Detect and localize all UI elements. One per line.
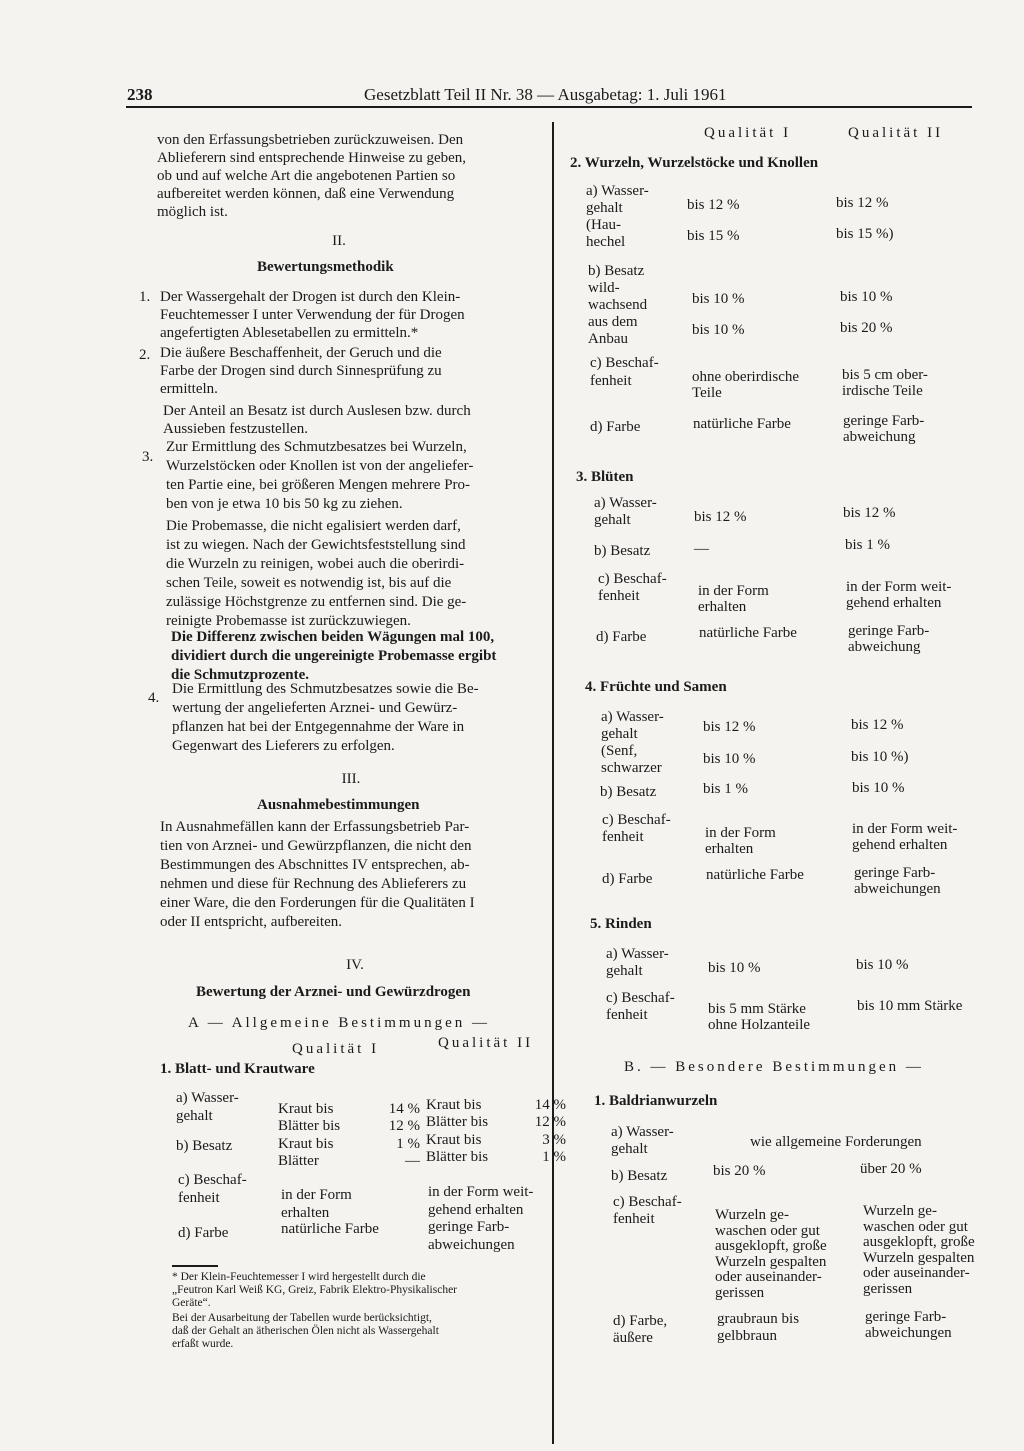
q2-value-label: Blätter bis <box>426 1149 489 1165</box>
group-title: 3. Blüten <box>576 469 634 485</box>
q1-value: bis 20 % <box>713 1163 766 1179</box>
quality-2-header: Qualität II <box>848 125 944 141</box>
item-line: Die Differenz zwischen beiden Wägungen mal 100, <box>171 629 495 645</box>
q2-value: bis 10 % <box>856 957 909 973</box>
q2-text: in der Form weit- <box>846 579 952 595</box>
item-line: ten Partie eine, bei größeren Mengen mehrere Pro- <box>166 477 471 493</box>
running-title: Gesetzblatt Teil II Nr. 38 — Ausgabetag: 1. Juli 1961 <box>364 85 727 104</box>
row-label: gehalt <box>611 1141 648 1157</box>
row-label: aus dem <box>588 314 638 330</box>
q2-text: geringe Farb- <box>428 1219 510 1235</box>
section-title: Bewertung der Arznei- und Gewürzdrogen <box>196 984 471 1000</box>
item-number: 1. <box>139 289 151 305</box>
footnote-line: „Feutron Karl Weiß KG, Greiz, Fabrik Elektro-Physikalischer <box>172 1284 458 1296</box>
q1-value: bis 10 % <box>692 291 745 307</box>
section-text-line: oder II entspricht, aufbereiten. <box>160 914 342 930</box>
row-label: c) Beschaf- <box>590 355 659 371</box>
row-label: fenheit <box>602 829 644 845</box>
row-label: fenheit <box>606 1007 648 1023</box>
row-label: hechel <box>586 234 626 250</box>
row-label: d) Farbe <box>178 1225 229 1241</box>
item-line: Der Anteil an Besatz ist durch Auslesen bzw. durch <box>163 403 471 419</box>
q2-text: gehend erhalten <box>428 1202 524 1218</box>
q1-text: natürliche Farbe <box>693 416 791 432</box>
section-title: Bewertungsmethodik <box>257 259 394 275</box>
q2-text: abweichungen <box>428 1237 515 1253</box>
item-line: Gegenwart des Lieferers zu erfolgen. <box>172 738 395 754</box>
q1-text: natürliche Farbe <box>281 1221 379 1237</box>
q2-value: bis 10 % <box>840 289 893 305</box>
q1-value-value: 12 % <box>388 1118 420 1134</box>
row-label: c) Beschaf- <box>613 1194 682 1210</box>
q1-value: bis 12 % <box>687 197 740 213</box>
row-label: a) Wasser- <box>611 1124 674 1140</box>
section-number: III. <box>341 771 361 787</box>
q1-text: gelbbraun <box>717 1328 777 1344</box>
q1-value-value: 14 % <box>388 1101 420 1117</box>
q1-value: bis 10 % <box>708 960 761 976</box>
section-text-line: tien von Arznei- und Gewürzpflanzen, die nicht den <box>160 838 472 854</box>
q2-value-value: 12 % <box>534 1114 566 1130</box>
section-text-line: nehmen und diese für Rechnung des Ablieferers zu <box>160 876 467 892</box>
q1-text: erhalten <box>281 1205 330 1221</box>
item-line: Wurzelstöcken oder Knollen ist von der angeliefer- <box>166 458 474 474</box>
item-line: pflanzen hat bei der Entgegennahme der Ware in <box>172 719 465 735</box>
row-label: gehalt <box>594 512 631 528</box>
q2-text: bis 5 cm ober- <box>842 367 928 383</box>
item-line: die Wurzeln zu reinigen, wobei auch die oberirdi- <box>166 556 465 572</box>
item-line: ermitteln. <box>160 381 218 397</box>
section-text-line: In Ausnahmefällen kann der Erfassungsbetrieb Par- <box>160 819 470 835</box>
row-label: a) Wasser- <box>176 1090 239 1106</box>
row-label: b) Besatz <box>594 543 651 559</box>
q2-text: gerissen <box>863 1280 913 1297</box>
q1-text: graubraun bis <box>717 1311 800 1327</box>
q2-value: bis 12 % <box>836 195 889 211</box>
q2-value: bis 12 % <box>851 717 904 733</box>
row-label: Anbau <box>588 331 628 347</box>
column-divider <box>552 122 554 1444</box>
item-line: angefertigten Ablesetabellen zu ermitteln.* <box>160 325 419 341</box>
row-label: d) Farbe <box>602 871 653 887</box>
q1-text: oder auseinander- <box>715 1269 822 1285</box>
item-line: Aussieben festzustellen. <box>163 421 308 437</box>
q1-value-label: Blätter bis <box>278 1118 341 1134</box>
q2-text: oder auseinander- <box>863 1265 970 1281</box>
item-line: Die äußere Beschaffenheit, der Geruch und die <box>160 345 442 361</box>
item-line: wertung der angelieferten Arznei- und Gewürz- <box>172 700 458 716</box>
row-label: gehalt <box>601 726 638 742</box>
q1-value-label: Kraut bis <box>278 1101 334 1117</box>
row-label: c) Beschaf- <box>178 1172 247 1188</box>
both-qualities-text: wie allgemeine Forderungen <box>750 1134 922 1150</box>
group-title: 1. Baldrianwurzeln <box>594 1093 718 1109</box>
q1-value: bis 12 % <box>703 719 756 735</box>
q2-text: abweichung <box>843 429 916 445</box>
section-number: IV. <box>346 957 364 973</box>
q1-text: erhalten <box>705 841 754 857</box>
intro-line: ob und auf welche Art die angebotenen Partien so <box>157 168 456 184</box>
q2-text: waschen oder gut <box>863 1218 968 1235</box>
q2-text: bis 10 mm Stärke <box>857 998 963 1014</box>
intro-line: aufbereitet werden können, daß eine Verwendung <box>157 186 455 202</box>
q1-text: Wurzeln gespalten <box>715 1253 827 1270</box>
item-line: Die Ermittlung des Schmutzbesatzes sowie die Be- <box>172 681 479 697</box>
q2-text: geringe Farb- <box>854 865 936 881</box>
row-label: a) Wasser- <box>594 495 657 511</box>
row-label: c) Beschaf- <box>606 990 675 1006</box>
group-title: 2. Wurzeln, Wurzelstöcke und Knollen <box>570 155 819 171</box>
q2-text: Wurzeln ge- <box>863 1203 937 1219</box>
row-label: b) Besatz <box>588 263 645 279</box>
quality-1-header: Qualität I <box>292 1041 380 1057</box>
q1-value: — <box>694 541 709 557</box>
q1-text: ausgeklopft, große <box>715 1238 827 1254</box>
q2-value: bis 12 % <box>843 505 896 521</box>
row-label: gehalt <box>176 1108 213 1124</box>
q1-value-value: 1 % <box>396 1136 420 1152</box>
q1-text: in der Form <box>705 825 776 841</box>
row-label: a) Wasser- <box>606 946 669 962</box>
q2-text: irdische Teile <box>842 383 923 399</box>
row-label: gehalt <box>606 963 643 979</box>
row-label: d) Farbe <box>596 629 647 645</box>
intro-line: Ablieferern sind entsprechende Hinweise zu geben, <box>157 150 467 166</box>
q1-text: natürliche Farbe <box>706 867 804 883</box>
q1-text: in der Form <box>281 1187 352 1203</box>
item-number: 4. <box>148 690 160 706</box>
q2-text: abweichungen <box>865 1325 952 1341</box>
q2-text: gehend erhalten <box>852 837 948 853</box>
item-line: schen Teile, soweit es notwendig ist, bis auf die <box>166 575 452 591</box>
row-label: wachsend <box>588 297 648 313</box>
q1-value: bis 1 % <box>703 781 748 797</box>
item-line: ben von je etwa 10 bis 50 kg zu ziehen. <box>166 496 403 512</box>
row-label: (Senf, <box>601 743 638 759</box>
q2-text: ausgeklopft, große <box>863 1234 975 1250</box>
q2-value-label: Kraut bis <box>426 1132 482 1148</box>
footnote-line: erfaßt wurde. <box>172 1338 234 1350</box>
q2-text: in der Form weit- <box>852 821 958 837</box>
item-line: Der Wassergehalt der Drogen ist durch den Klein- <box>160 289 461 305</box>
footnote-rule <box>172 1265 218 1267</box>
footnote-line: daß der Gehalt an ätherischen Ölen nicht als Wassergehalt <box>172 1325 439 1337</box>
row-label: d) Farbe <box>590 419 641 435</box>
q2-value: bis 10 %) <box>851 749 909 765</box>
item-line: dividiert durch die ungereinigte Probemasse ergibt <box>171 648 497 664</box>
subsection-title: B. — Besondere Bestimmungen — <box>624 1059 924 1075</box>
q2-value: bis 20 % <box>840 320 893 336</box>
group-title: 1. Blatt- und Krautware <box>160 1061 315 1077</box>
q1-text: waschen oder gut <box>715 1222 820 1239</box>
footnote-line: * Der Klein-Feuchtemesser I wird hergestellt durch die <box>172 1271 426 1283</box>
q2-value: über 20 % <box>860 1161 922 1177</box>
item-number: 3. <box>142 449 154 465</box>
q1-text: Teile <box>692 385 722 401</box>
item-line: zulässige Höchstgrenze zu entfernen sind. Die ge- <box>166 594 467 610</box>
q2-text: abweichungen <box>854 881 941 897</box>
q2-value-value: 1 % <box>542 1149 566 1165</box>
q2-value: bis 15 %) <box>836 226 894 242</box>
item-number: 2. <box>139 347 151 363</box>
item-line: Feuchtemesser I unter Verwendung der für Drogen <box>160 307 465 323</box>
q2-text: geringe Farb- <box>848 623 930 639</box>
q1-text: in der Form <box>698 583 769 599</box>
row-label: fenheit <box>613 1211 655 1227</box>
q2-text: Wurzeln gespalten <box>863 1249 975 1266</box>
q1-text: erhalten <box>698 599 747 615</box>
q2-value: bis 10 % <box>852 780 905 796</box>
item-line: Zur Ermittlung des Schmutzbesatzes bei Wurzeln, <box>166 439 467 455</box>
q2-value-value: 3 % <box>542 1132 566 1148</box>
intro-line: möglich ist. <box>157 204 228 220</box>
q2-value-label: Blätter bis <box>426 1114 489 1130</box>
intro-line: von den Erfassungsbetrieben zurückzuweisen. Den <box>157 132 464 148</box>
header-rule <box>126 106 972 108</box>
row-label: a) Wasser- <box>601 709 664 725</box>
quality-1-header: Qualität I <box>704 125 792 141</box>
q1-value: bis 10 % <box>703 751 756 767</box>
q1-value: bis 10 % <box>692 322 745 338</box>
row-label: d) Farbe, <box>613 1313 668 1329</box>
row-label: äußere <box>613 1330 653 1346</box>
q1-text: ohne oberirdische <box>692 369 800 385</box>
item-line: Die Probemasse, die nicht egalisiert werden darf, <box>166 518 461 534</box>
section-text-line: einer Ware, die den Forderungen für die Qualitäten I <box>160 895 475 911</box>
row-label: fenheit <box>178 1190 220 1206</box>
q1-text: Wurzeln ge- <box>715 1207 789 1223</box>
page-number: 238 <box>127 85 153 104</box>
q2-text: geringe Farb- <box>843 413 925 429</box>
q2-text: in der Form weit- <box>428 1184 534 1200</box>
q1-value-label: Blätter <box>278 1153 319 1169</box>
q1-value-label: Kraut bis <box>278 1136 334 1152</box>
item-line: Farbe der Drogen sind durch Sinnesprüfung zu <box>160 363 442 379</box>
footnote-line: Bei der Ausarbeitung der Tabellen wurde berücksichtigt, <box>172 1312 432 1324</box>
group-title: 5. Rinden <box>590 916 652 932</box>
subsection-title: A — Allgemeine Bestimmungen — <box>188 1015 490 1031</box>
row-label: b) Besatz <box>600 784 657 800</box>
row-label: a) Wasser- <box>586 183 649 199</box>
row-label: wild- <box>588 280 620 296</box>
q2-value-label: Kraut bis <box>426 1097 482 1113</box>
q2-value: bis 1 % <box>845 537 890 553</box>
row-label: fenheit <box>590 373 632 389</box>
q1-value: bis 12 % <box>694 509 747 525</box>
q1-text: bis 5 mm Stärke <box>708 1001 806 1017</box>
row-label: fenheit <box>598 588 640 604</box>
quality-2-header: Qualität II <box>438 1035 534 1051</box>
item-line: reinigte Probemasse ist zurückzuwiegen. <box>166 613 411 629</box>
row-label: c) Beschaf- <box>602 812 671 828</box>
q2-text: geringe Farb- <box>865 1309 947 1325</box>
q1-text: natürliche Farbe <box>699 625 797 641</box>
footnote-line: Geräte“. <box>172 1297 211 1309</box>
row-label: (Hau- <box>586 217 621 233</box>
row-label: b) Besatz <box>611 1168 668 1184</box>
q2-text: gehend erhalten <box>846 595 942 611</box>
row-label: schwarzer <box>601 760 662 776</box>
q2-text: abweichung <box>848 639 921 655</box>
group-title: 4. Früchte und Samen <box>585 679 727 695</box>
q1-value: bis 15 % <box>687 228 740 244</box>
row-label: b) Besatz <box>176 1138 233 1154</box>
section-title: Ausnahmebestimmungen <box>257 797 420 813</box>
row-label: c) Beschaf- <box>598 571 667 587</box>
item-line: die Schmutzprozente. <box>171 667 310 683</box>
q1-value-value: — <box>405 1153 420 1169</box>
q1-text: ohne Holzanteile <box>708 1017 811 1033</box>
q1-text: gerissen <box>715 1284 765 1301</box>
q2-value-value: 14 % <box>534 1097 566 1113</box>
item-line: ist zu wiegen. Nach der Gewichtsfeststellung sind <box>166 537 466 553</box>
row-label: gehalt <box>586 200 623 216</box>
section-text-line: Bestimmungen des Abschnittes IV entsprechen, ab- <box>160 857 470 873</box>
section-number: II. <box>332 233 346 249</box>
